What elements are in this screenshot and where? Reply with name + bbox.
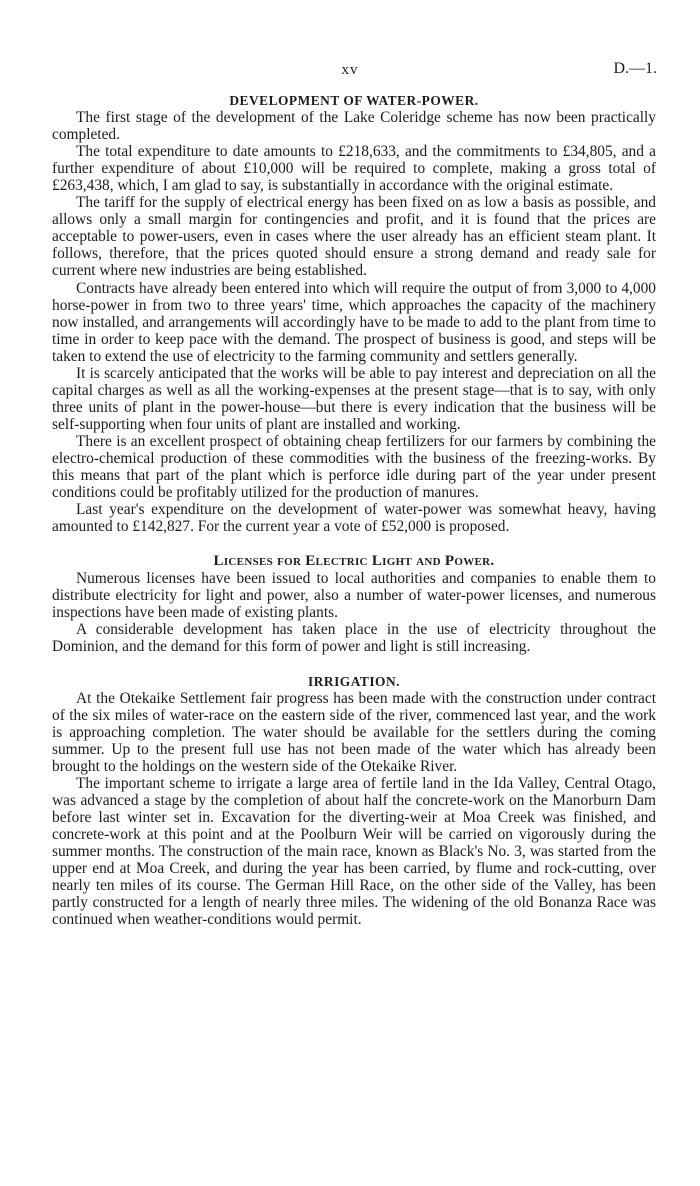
section-spacer — [52, 535, 656, 553]
paragraph: Numerous licenses have been issued to local authorities and companies to enable them to distribute electricity for light and power, also a number of water-power licenses, and numerous inspections have been made of existing plants. — [52, 570, 656, 622]
section-heading: Licenses for Electric Light and Power. — [213, 553, 495, 570]
paragraph: At the Otekaike Settlement fair progress has been made with the construction under contract of the six miles of water-race on the eastern side of the river, commenced last year, and the work is approaching completion. The water should be available for the settlers during the coming summer. Up to the present full use has not been made of the water which has already been brought to the holdings on the western side of the Otekaike River. — [52, 689, 656, 775]
section-spacer — [52, 656, 656, 673]
section-heading: IRRIGATION. — [308, 673, 400, 689]
page-header — [0, 59, 700, 83]
page-body — [52, 92, 656, 928]
paragraph: There is an excellent prospect of obtaining cheap fertilizers for our farmers by combining the electro-chemical production of these commodities with the business of the freezing-works. By this means that part of the plant which is perforce idle during part of the year under present conditions could be profitably utilized for the production of manures. — [52, 432, 656, 502]
paragraph: Contracts have already been entered into which will require the output of from 3,000 to 4,000 horse-power in from two to three years' time, which approaches the capacity of the machinery now installed, and arrangements will accordingly have to be made to add to the plant from time to time in order to keep pace with the demand. The prospect of business is good, and steps will be taken to extend the use of electricity to the farming community and settlers generally. — [52, 279, 656, 365]
paragraph: The tariff for the supply of electrical energy has been fixed on as low a basis as possible, and allows only a small margin for contingencies and profit, and it is found that the prices are acceptable to power-users, even in cases where the user already has an efficient steam plant. It follows, therefore, that the prices quoted should ensure a strong demand and ready sale for current where new industries are being established. — [52, 194, 656, 280]
paragraph: The first stage of the development of the Lake Coleridge scheme has now been practically completed. — [52, 109, 656, 144]
paragraph: The total expenditure to date amounts to £218,633, and the commitments to £34,805, and a further expenditure of about £10,000 will be required to complete, making a gross total of £263,438, which, I am glad to say, is substantially in accordance with the original estimate. — [52, 143, 656, 195]
section-water-power — [52, 92, 656, 535]
page-number: xv — [341, 62, 359, 78]
paragraph: Last year's expenditure on the development of water-power was somewhat heavy, having amounted to £142,827. For the current year a vote of £52,000 is proposed. — [52, 501, 656, 536]
paragraph: A considerable development has taken place in the use of electricity throughout the Dominion, and the demand for this form of power and light is still increasing. — [52, 621, 656, 656]
paragraph: The important scheme to irrigate a large area of fertile land in the Ida Valley, Central Otago, was advanced a stage by the completion of about half the concrete-work on the Manorburn Dam before last winter set in. Excavation for the diverting-weir at Moa Creek was finished, and concrete-work at this point and at the Poolburn Weir will be carried on vigorously during the summer months. The construction of the main race, known as Black's No. 3, was started from the upper end at Moa Creek, and during the year has been carried, by flume and rock-cutting, over nearly ten miles of its course. The German Hill Race, on the other side of the Valley, has been partly constructed for a length of nearly three miles. The widening of the old Bonanza Race was continued when weather-conditions would permit. — [52, 774, 656, 929]
section-heading: DEVELOPMENT OF WATER-POWER. — [229, 93, 479, 108]
paragraph: It is scarcely anticipated that the works will be able to pay interest and depreciation on all the capital charges as well as all the working-expenses at the present stage—that is to say, with only three units of plant in the power-house—but there is every indication that the business will be self-supporting when four units of plant are installed and working. — [52, 364, 656, 433]
section-irrigation — [52, 673, 656, 929]
document-reference: D.—1. — [613, 60, 657, 77]
section-licenses — [52, 553, 656, 655]
